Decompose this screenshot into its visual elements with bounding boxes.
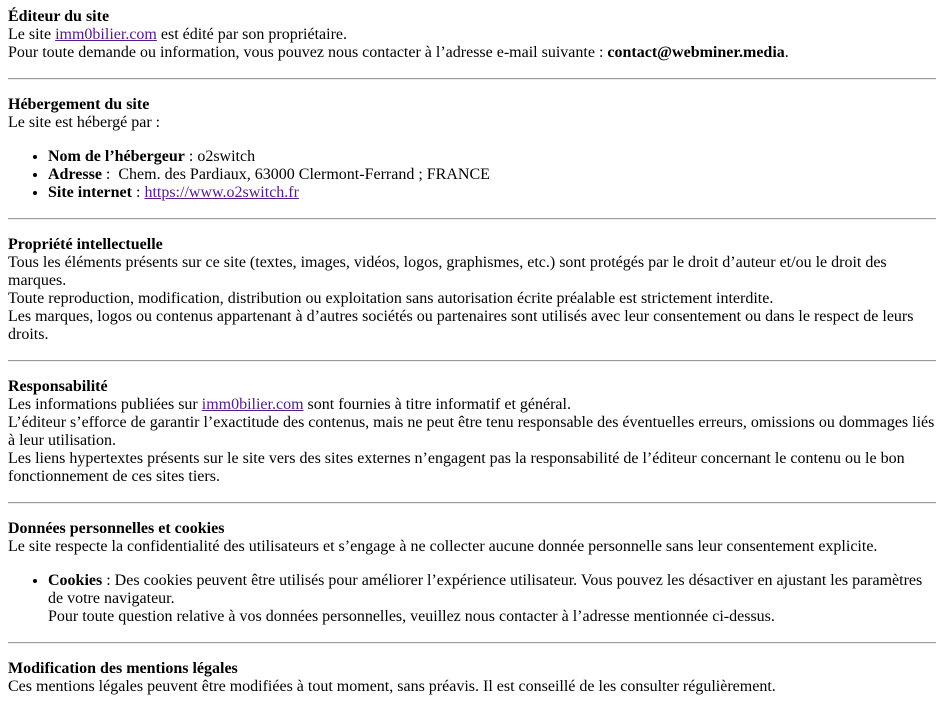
- item-label: Cookies: [48, 572, 103, 589]
- text: Tous les éléments présents sur ce site (textes, images, vidéos, logos, graphismes, etc.) sont protégés par le droit d’auteur et/ou le droit des marques.: [8, 254, 887, 289]
- site-link[interactable]: imm0bilier.com: [55, 26, 157, 43]
- host-list: [8, 148, 936, 202]
- section-propriete: [8, 236, 936, 344]
- text: .: [784, 44, 789, 61]
- text: L’éditeur s’efforce de garantir l’exactitude des contenus, mais ne peut être tenu responsable des éventuelles erreurs, omissions ou dommages liés à leur utilisation.: [8, 414, 935, 449]
- text: Toute reproduction, modification, distribution ou exploitation sans autorisation écrite préalable est strictement interdite.: [8, 290, 774, 307]
- text: Le site est hébergé par :: [8, 114, 161, 131]
- cookies-list: [8, 572, 936, 626]
- text: Pour toute demande ou information, vous pouvez nous contacter à l’adresse e-mail suivante :: [8, 44, 608, 61]
- item-label: Adresse: [48, 166, 102, 183]
- divider: [8, 642, 936, 644]
- section-title: Données personnelles et cookies: [8, 520, 225, 537]
- section-title: Propriété intellectuelle: [8, 236, 163, 253]
- list-item: [48, 572, 936, 626]
- section-hebergement: [8, 96, 936, 202]
- item-value: Chem. des Pardiaux, 63000 Clermont-Ferrand ; FRANCE: [118, 166, 490, 183]
- section-editeur: [8, 8, 936, 62]
- section-donnees: [8, 520, 936, 626]
- text: Le site respecte la confidentialité des utilisateurs et s’engage à ne collecter aucune donnée personnelle sans leur consentement explicite.: [8, 538, 878, 555]
- text: Les marques, logos ou contenus appartenant à d’autres sociétés ou partenaires sont utilisés avec leur consentement ou dans le respect de leurs droits.: [8, 308, 914, 343]
- text: est édité par son propriétaire.: [156, 26, 348, 43]
- divider: [8, 360, 936, 362]
- text: Pour toute question relative à vos données personnelles, veuillez nous contacter à l’adresse mentionnée ci-dessus.: [48, 608, 775, 625]
- sep: :: [184, 148, 198, 165]
- text: sont fournies à titre informatif et général.: [303, 396, 571, 413]
- section-responsabilite: [8, 378, 936, 486]
- section-title: Éditeur du site: [8, 8, 110, 25]
- list-item: [48, 166, 936, 184]
- host-website-link[interactable]: https://www.o2switch.fr: [144, 184, 299, 201]
- item-label: Site internet: [48, 184, 132, 201]
- list-item: [48, 148, 936, 166]
- section-title: Responsabilité: [8, 378, 108, 395]
- sep: :: [131, 184, 145, 201]
- text: Les informations publiées sur: [8, 396, 202, 413]
- text: Ces mentions légales peuvent être modifiées à tout moment, sans préavis. Il est conseillé de les consulter régulièrement.: [8, 678, 776, 695]
- sep: :: [101, 166, 119, 183]
- list-item: [48, 184, 936, 202]
- divider: [8, 218, 936, 220]
- contact-email: contact@webminer.media: [607, 44, 785, 61]
- item-label: Nom de l’hébergeur: [48, 148, 185, 165]
- text: Le site: [8, 26, 56, 43]
- site-link[interactable]: imm0bilier.com: [201, 396, 304, 413]
- item-value: o2switch: [197, 148, 256, 165]
- section-title: Modification des mentions légales: [8, 660, 238, 677]
- section-title: Hébergement du site: [8, 96, 150, 113]
- text: Les liens hypertextes présents sur le site vers des sites externes n’engagent pas la responsabilité de l’éditeur concernant le contenu ou le bon fonctionnement de ces sites tiers.: [8, 450, 905, 485]
- divider: [8, 78, 936, 80]
- divider: [8, 502, 936, 504]
- item-value: : Des cookies peuvent être utilisés pour améliorer l’expérience utilisateur. Vous pouvez les désactiver en ajustant les paramètres de votre navigateur.: [48, 572, 923, 607]
- section-modification: [8, 660, 936, 696]
